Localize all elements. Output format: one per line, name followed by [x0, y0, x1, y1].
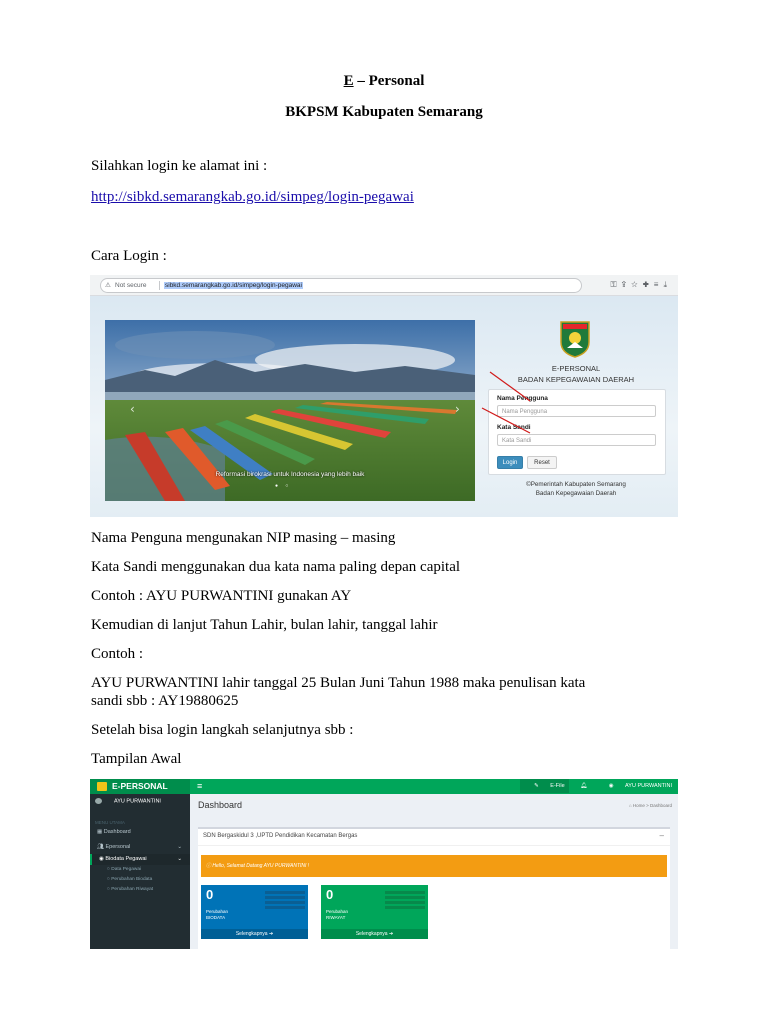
app-name: E-PERSONAL	[551, 364, 601, 373]
dashboard-icon: ▦	[97, 829, 104, 835]
annotation-arrows	[90, 275, 678, 517]
warning-icon: ⚠	[105, 282, 111, 289]
sidebar-item-epersonal[interactable]: 👥︎ Epersonal ⌄	[90, 842, 190, 853]
password-label: Kata Sandi	[497, 424, 531, 431]
sidebar-subitem-data-pegawai[interactable]: ○ Data Pegawai	[107, 867, 142, 872]
photo-caption: Reformasi birokrasi untuk Indonesia yang lebih baik	[215, 471, 365, 478]
user-avatar-icon: ◉	[608, 783, 616, 789]
chevron-down-icon: ⌄	[177, 856, 182, 862]
carousel-next-icon[interactable]: ›	[455, 402, 460, 416]
circle-icon: ◉	[99, 856, 106, 862]
sidebar-user-panel: AYU PURWANTINI	[95, 798, 161, 804]
arrow-circle-icon: ➔	[268, 931, 274, 937]
sidebar-header: MENU UTAMA	[95, 820, 125, 825]
agency-name: BADAN KEPEGAWAIAN DAERAH	[517, 375, 635, 384]
brand-logo-icon	[97, 782, 107, 791]
tab-list-icon: ≡	[653, 280, 664, 289]
then-note: Kemudian di lanjut Tahun Lahir, bulan lahir, tanggal lahir	[91, 617, 438, 633]
page-title: Dashboard	[198, 800, 243, 810]
tile-more-link[interactable]: Selengkapnya ➔	[321, 929, 428, 939]
users-icon: 👥︎	[97, 844, 106, 850]
example-line-1: AYU PURWANTINI lahir tanggal 25 Bulan Juni Tahun 1988 maka penulisan kata	[91, 675, 586, 691]
username-note: Nama Penguna mengunakan NIP masing – masing	[91, 530, 396, 546]
sidebar-item-dashboard[interactable]: ▦ Dashboard	[97, 829, 131, 835]
username-input[interactable]: Nama Pengguna	[497, 405, 656, 417]
school-box	[198, 827, 670, 949]
arrow-to-password	[482, 408, 530, 433]
next-steps: Setelah bisa login langkah selanjutnya sbb :	[91, 722, 354, 738]
title-rest: – Personal	[353, 73, 425, 89]
minimize-icon[interactable]: –	[659, 831, 664, 840]
sidebar-subitem-perubahan-biodata[interactable]: ○ Perubahan Biodata	[107, 877, 153, 882]
extension-icon: ✚	[642, 280, 654, 289]
title-letter: E	[343, 73, 354, 89]
sidebar-subitem-perubahan-riwayat[interactable]: ○ Perubahan Riwayat	[107, 887, 154, 892]
circle-icon: ○	[107, 877, 112, 882]
efile-icon: ✎	[534, 783, 541, 789]
arrow-circle-icon: ➔	[388, 931, 394, 937]
welcome-callout: ⓘ Hello, Selamat Datang AYU PURWANTINI !	[201, 855, 667, 877]
tile-label: Perubahan RIWAYAT	[326, 909, 349, 920]
tile-chart-icon	[265, 891, 305, 911]
login-url-link[interactable]: http://sibkd.semarangkab.go.id/simpeg/login-pegawai	[91, 189, 414, 205]
box-title: SDN Bergaskidul 3 ,UPTD Pendidikan Kecamatan Bergas	[203, 833, 358, 839]
tile-perubahan-biodata	[201, 885, 308, 939]
star-icon: ☆	[631, 280, 643, 289]
arrow-to-username	[490, 372, 530, 401]
share-icon: ⇪	[621, 280, 632, 289]
circle-icon: ○	[107, 887, 112, 892]
example-1: Contoh : AYU PURWANTINI gunakan AY	[91, 588, 352, 604]
bell-icon[interactable]: 🔔︎	[580, 783, 588, 789]
brand-bar[interactable]	[90, 779, 190, 794]
breadcrumb[interactable]: ⌂ Home > Dashboard	[628, 803, 672, 808]
home-icon: ⌂	[628, 803, 633, 808]
example-2-heading: Contoh :	[91, 646, 144, 662]
tile-label: Perubahan BIODATA	[206, 909, 229, 920]
tile-value: 0	[206, 887, 214, 902]
address-url: sibkd.semarangkab.go.id/simpeg/login-pegawai	[165, 282, 302, 289]
info-icon: ⓘ	[206, 863, 213, 869]
chevron-down-icon: ⌄	[177, 844, 182, 850]
document-title	[0, 72, 768, 90]
not-secure-label: Not secure	[115, 282, 147, 289]
download-icon: ⤓	[663, 280, 672, 289]
login-screenshot	[90, 275, 678, 517]
password-input[interactable]: Kata Sandi	[497, 434, 656, 446]
username-label: Nama Pengguna	[497, 395, 548, 402]
user-menu[interactable]: ◉ AYU PURWANTINI	[608, 783, 672, 789]
example-line-2: sandi sbb : AY19880625	[91, 693, 239, 709]
tile-value: 0	[326, 887, 334, 902]
navbar-right	[510, 779, 672, 794]
document-subtitle: BKPSM Kabupaten Semarang	[285, 104, 483, 120]
initial-view-heading: Tampilan Awal	[91, 751, 182, 767]
footer-agency: Badan Kepegawaian Daerah	[535, 490, 617, 497]
tile-chart-icon	[385, 891, 425, 911]
box-divider	[198, 845, 670, 846]
circle-icon: ○	[107, 867, 112, 872]
brand-name: E-PERSONAL	[112, 781, 168, 791]
efile-link[interactable]: ✎ E-File	[520, 779, 569, 793]
avatar	[95, 798, 102, 804]
dashboard-screenshot	[90, 779, 678, 949]
password-note: Kata Sandi menggunakan dua kata nama paling depan capital	[91, 559, 461, 575]
sidebar	[90, 794, 190, 949]
menu-toggle-icon[interactable]: ≡	[197, 781, 203, 791]
tile-more-link[interactable]: Selengkapnya ➔	[201, 929, 308, 939]
tile-perubahan-riwayat	[321, 885, 428, 939]
sidebar-item-biodata[interactable]: ◉ Biodata Pegawai ⌄	[90, 854, 190, 865]
intro-text: Silahkan login ke alamat ini :	[91, 158, 268, 174]
top-navbar	[190, 779, 678, 794]
carousel-dots-icon[interactable]: ● ○	[275, 484, 292, 489]
reset-button[interactable]: Reset	[527, 456, 557, 469]
key-icon: ⚿	[610, 280, 622, 289]
carousel-prev-icon[interactable]: ‹	[130, 402, 135, 416]
footer-copyright: ©Pemerintah Kabupaten Semarang	[526, 481, 626, 488]
login-button[interactable]: Login	[497, 456, 523, 469]
cara-login-heading: Cara Login :	[91, 248, 167, 264]
